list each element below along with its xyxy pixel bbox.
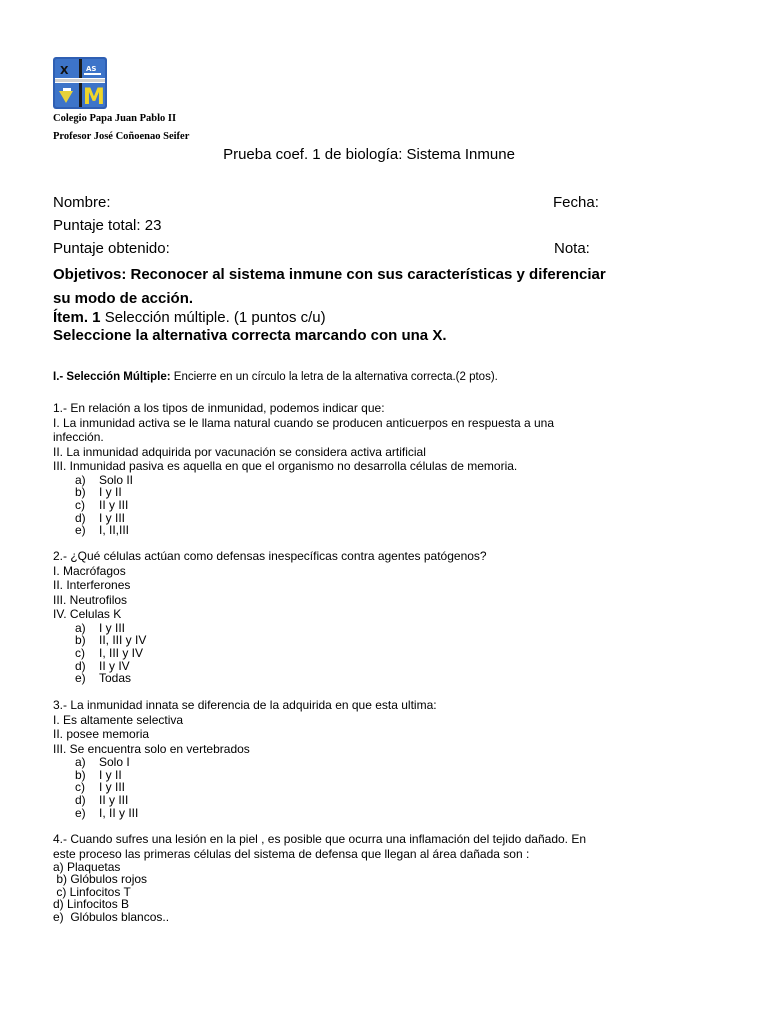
section-label: I.- Selección Múltiple: [53, 371, 171, 383]
question-1 [53, 401, 653, 537]
question-1-option-b[interactable]: b) I y II [75, 485, 122, 500]
item-heading [53, 309, 326, 326]
question-4 [53, 832, 653, 923]
question-2-stem: 2.- ¿Qué células actúan como defensas inespecíficas contra agentes patógenos? [53, 549, 487, 563]
question-2 [53, 549, 653, 685]
question-3-statement: III. Se encuentra solo en vertebrados [53, 741, 250, 756]
question-2-option-e[interactable]: e) Todas [75, 671, 132, 686]
objectives-text [53, 263, 713, 311]
teacher-name: Profesor José Coñoenao Seifer [53, 131, 190, 142]
question-4-option-d[interactable]: d) Linfocitos B [53, 897, 130, 912]
question-3-stem: 3.- La inmunidad innata se diferencia de la adquirida en que esta ultima: [53, 698, 437, 712]
date-field-label: Fecha: [553, 194, 599, 211]
grade-field-label: Nota: [554, 240, 590, 257]
question-4-stem: este proceso las primeras células del sistema de defensa que llegan al área dañada son : [53, 846, 530, 861]
objectives-line-1: Objetivos: Reconocer al sistema inmune con sus características y diferenciar [53, 266, 606, 283]
question-3 [53, 698, 653, 820]
question-4-option-c[interactable]: c) Linfocitos T [53, 884, 131, 899]
question-2-statement: I. Macrófagos [53, 563, 126, 578]
svg-text:AS: AS [86, 65, 97, 73]
question-1-statement: III. Inmunidad pasiva es aquella en que el organismo no desarrolla células de memoria. [53, 459, 518, 473]
name-field-label: Nombre: [53, 194, 111, 211]
question-3-statement: II. posee memoria [53, 727, 150, 741]
question-2-statement: II. Interferones [53, 578, 131, 592]
question-1-option-e[interactable]: e) I, II,III [75, 523, 130, 538]
question-3-option-a[interactable]: a) Solo I [75, 755, 130, 769]
question-2-option-d[interactable]: d) II y IV [75, 658, 130, 673]
school-crest-logo [53, 57, 107, 109]
school-name: Colegio Papa Juan Pablo II [53, 113, 177, 124]
question-4-option-a[interactable]: a) Plaquetas [53, 860, 121, 874]
question-3-option-d[interactable]: d) II y III [75, 793, 129, 808]
question-4-option-b[interactable]: b) Glóbulos rojos [53, 872, 148, 887]
objectives-line-2: su modo de acción. [53, 290, 194, 307]
section-heading [53, 371, 498, 383]
question-1-stem: 1.- En relación a los tipos de inmunidad, podemos indicar que: [53, 401, 385, 415]
total-score-label: Puntaje total: 23 [53, 217, 162, 234]
question-1-statement: I. La inmunidad activa se le llama natural cuando se producen anticuerpos en respuesta a una [53, 415, 554, 430]
svg-text:X: X [60, 64, 69, 77]
question-3-option-e[interactable]: e) I, II y III [75, 805, 139, 820]
exam-title: Prueba coef. 1 de biología: Sistema Inmune [223, 146, 515, 163]
question-4-stem: 4.- Cuando sufres una lesión en la piel , es posible que ocurra una inflamación del tejido dañado. En [53, 832, 587, 846]
item-description: Selección múltiple. (1 puntos c/u) [100, 309, 326, 326]
question-2-option-b[interactable]: b) II, III y IV [75, 633, 147, 648]
question-1-option-a[interactable]: a) Solo II [75, 472, 134, 487]
question-2-statement: IV. Celulas K [53, 607, 122, 621]
question-3-option-c[interactable]: c) I y III [75, 780, 126, 795]
question-2-option-c[interactable]: c) I, III y IV [75, 645, 144, 660]
item-label: Ítem. 1 [53, 309, 101, 326]
question-3-statement: I. Es altamente selectiva [53, 712, 184, 727]
question-1-option-d[interactable]: d) I y III [75, 510, 126, 525]
question-1-option-c[interactable]: c) II y III [75, 497, 129, 512]
section-instruction: Encierre en un círculo la letra de la alternativa correcta.(2 ptos). [170, 371, 498, 383]
question-1-statement: infección. [53, 430, 104, 444]
obtained-score-label: Puntaje obtenido: [53, 240, 170, 257]
question-4-option-e[interactable]: e) Glóbulos blancos.. [53, 909, 170, 924]
item-instruction: Seleccione la alternativa correcta marcando con una X. [53, 327, 447, 344]
question-2-option-a[interactable]: a) I y III [75, 620, 126, 635]
question-2-statement: III. Neutrofilos [53, 592, 128, 607]
svg-text:M: M [83, 85, 105, 109]
question-3-option-b[interactable]: b) I y II [75, 767, 122, 782]
question-1-statement: II. La inmunidad adquirida por vacunación se considera activa artificial [53, 444, 426, 459]
